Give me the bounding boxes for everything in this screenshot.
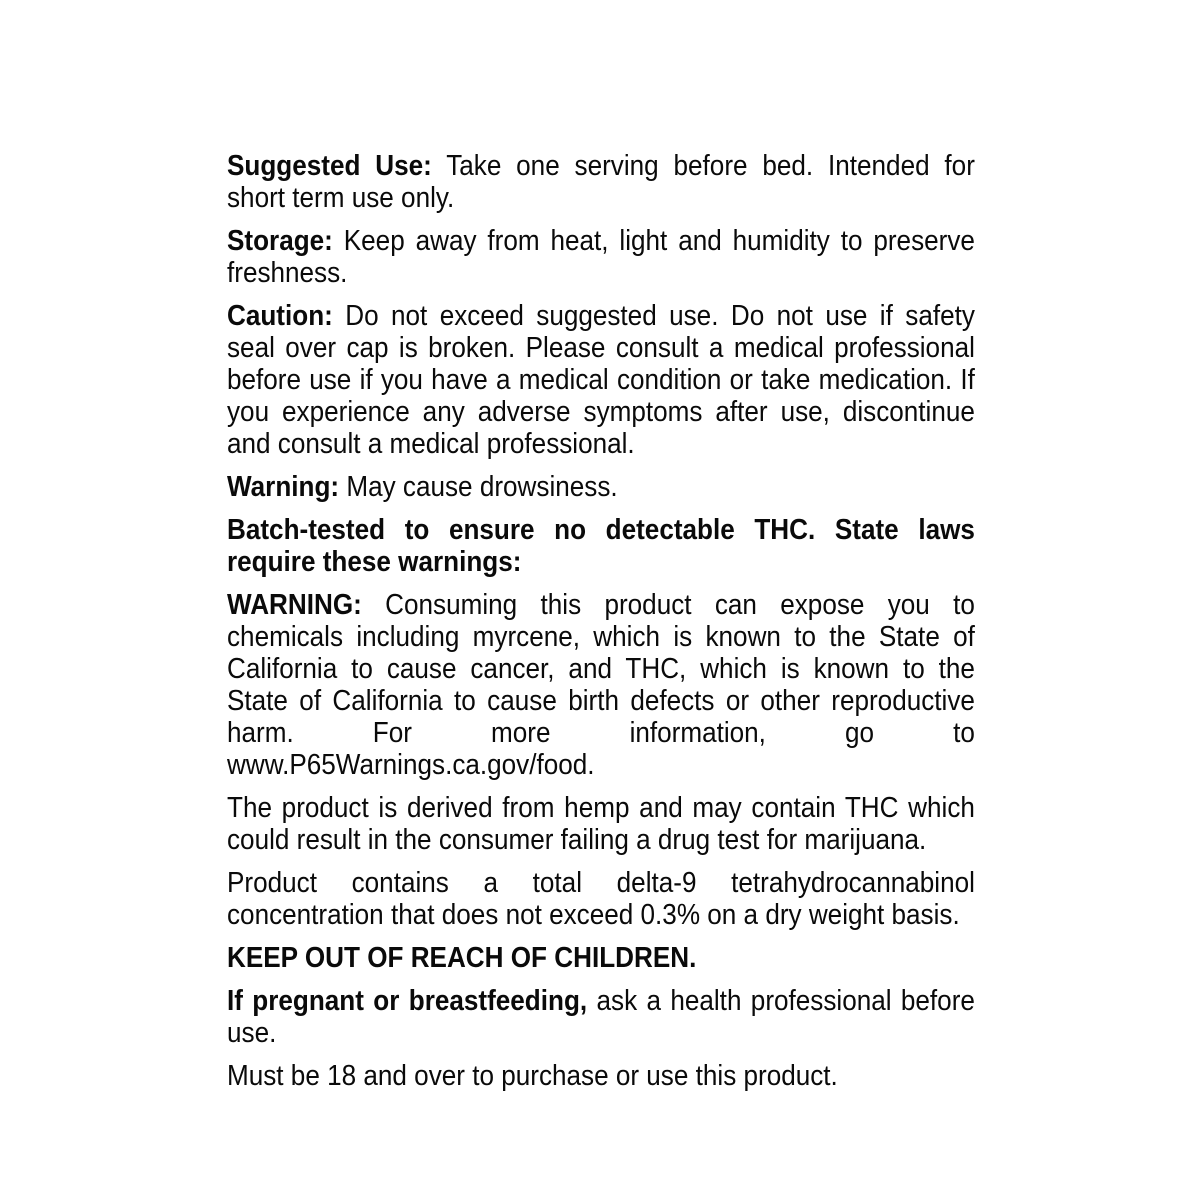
suggested-use-lead: Suggested Use: [227,150,432,182]
age-restriction-paragraph [227,1060,975,1092]
age-restriction-text: Must be 18 and over to purchase or use this product. [227,1060,838,1092]
caution-text: Do not exceed suggested use. Do not use if safety seal over cap is broken. Please consult a medical professional before use if you have a medical condition or take medication. If you experience any adverse symptoms after use, discontinue and consult a medical professional. [227,300,975,460]
drowsiness-warning-paragraph [227,471,975,503]
batch-tested-lead: Batch-tested to ensure no detectable THC. State laws require these warnings: [227,514,975,578]
pregnancy-advisory-text: ask a health professional before use. [227,985,975,1049]
suggested-use-text: Take one serving before bed. Intended for short term use only. [227,150,975,214]
keep-out-of-reach-statement [227,942,975,974]
prop65-warning-lead: WARNING: [227,589,362,621]
drowsiness-warning-lead: Warning: [227,471,340,503]
drowsiness-warning-text: May cause drowsiness. [339,471,618,503]
caution-paragraph [227,300,975,460]
label-text-block [227,150,975,1092]
prop65-warning-paragraph [227,589,975,781]
pregnancy-advisory-lead: If pregnant or breastfeeding, [227,985,588,1017]
hemp-thc-disclosure-paragraph [227,792,975,856]
caution-lead: Caution: [227,300,333,332]
supplement-label-panel [227,150,975,1092]
pregnancy-advisory-paragraph [227,985,975,1049]
batch-tested-statement [227,514,975,578]
keep-out-of-reach-lead: KEEP OUT OF REACH OF CHILDREN. [227,942,697,974]
hemp-thc-disclosure-text: The product is derived from hemp and may contain THC which could result in the consumer failing a drug test for marijuana. [227,792,975,856]
storage-paragraph [227,225,975,289]
suggested-use-paragraph [227,150,975,214]
prop65-warning-text: Consuming this product can expose you to chemicals including myrcene, which is known to the State of California to cause cancer, and THC, which is known to the State of California to cause birth defects or other reproductive harm. For more information, go to www.P65Warnings.ca.gov/food. [227,589,975,781]
storage-lead: Storage: [227,225,333,257]
storage-text: Keep away from heat, light and humidity to preserve freshness. [227,225,975,289]
delta9-concentration-paragraph [227,867,975,931]
delta9-concentration-text: Product contains a total delta-9 tetrahydrocannabinol concentration that does not exceed 0.3% on a dry weight basis. [227,867,975,931]
